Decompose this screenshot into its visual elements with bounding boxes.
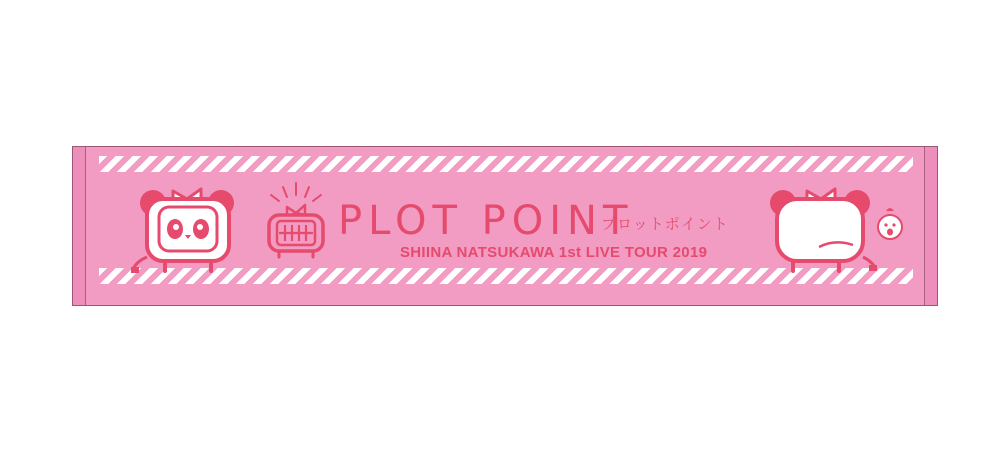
towel-title: PLOT POINT bbox=[338, 198, 634, 244]
small-bird-character-icon bbox=[875, 205, 905, 245]
muffler-towel bbox=[72, 146, 938, 306]
tour-tagline: SHIINA NATSUKAWA 1st LIVE TOUR 2019 bbox=[400, 244, 708, 261]
tv-icon bbox=[261, 181, 331, 261]
panda-tv-character-icon bbox=[131, 177, 241, 277]
top-stripe-band bbox=[99, 156, 913, 172]
left-hem bbox=[73, 147, 86, 305]
towel-title-kana: プロットポイント bbox=[601, 216, 729, 233]
right-hem bbox=[924, 147, 937, 305]
panda-back-character-icon bbox=[765, 177, 877, 277]
